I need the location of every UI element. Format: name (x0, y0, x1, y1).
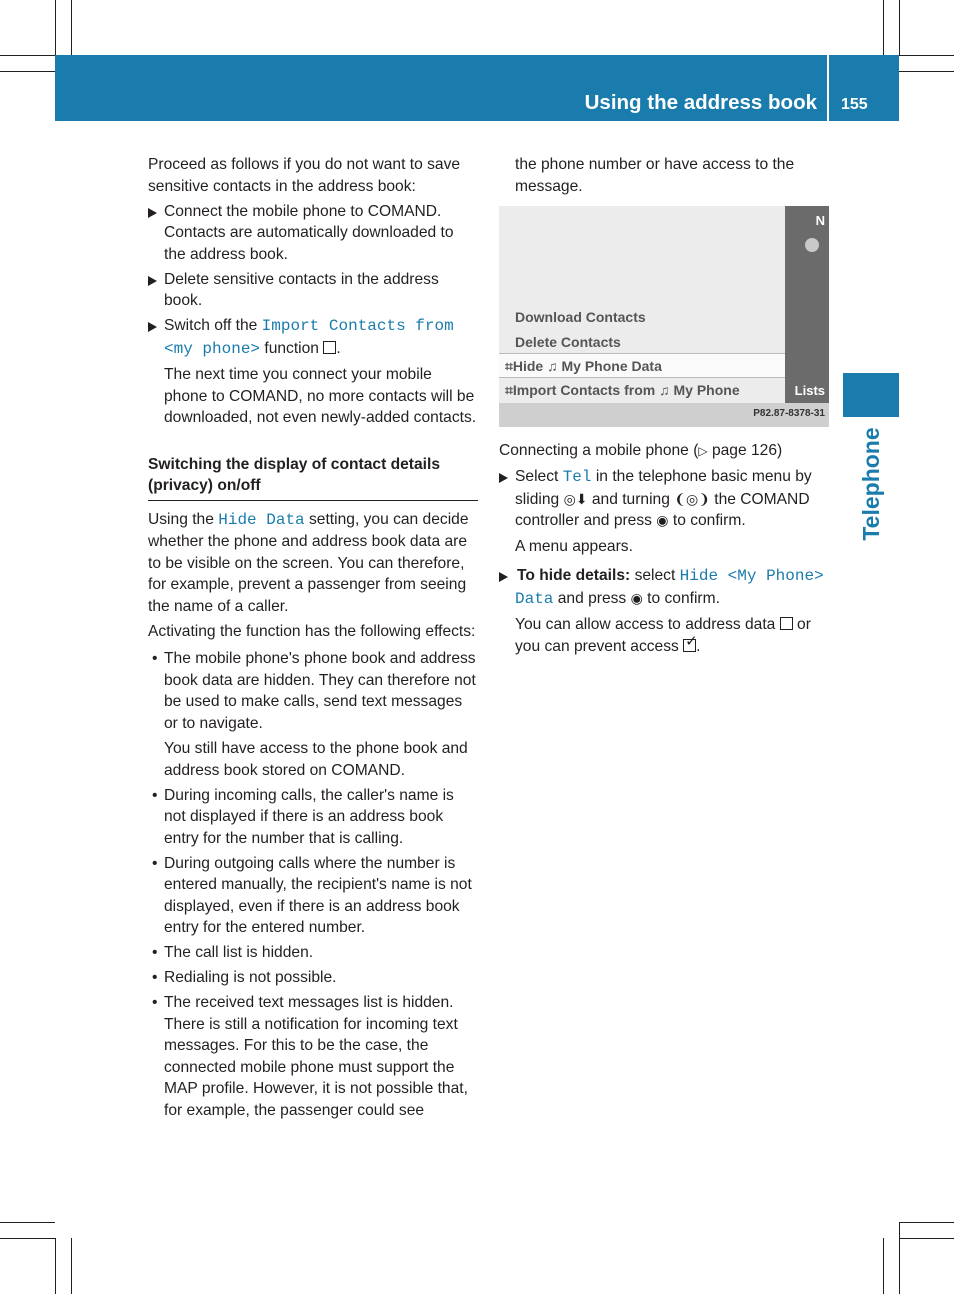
caption-text: Connecting a mobile phone ( (499, 442, 699, 459)
checkbox-checked-icon (683, 632, 698, 652)
checkbox-empty-icon (323, 341, 336, 354)
tick-icon: ✓ (685, 632, 698, 650)
instruction-step (499, 466, 829, 557)
instruction-step (148, 269, 478, 312)
chapter-tab-marker (843, 373, 899, 417)
section-title: Using the address book (584, 91, 817, 114)
crop-mark (883, 0, 884, 55)
crop-mark (899, 0, 900, 55)
bullet-marker: • (152, 944, 158, 961)
image-caption (499, 440, 829, 463)
step-text: Select (515, 468, 559, 485)
list-item (148, 853, 478, 939)
crop-mark (899, 1222, 954, 1223)
intro-paragraph: Proceed as follows if you do not want to save sensitive contacts in the address book: (148, 156, 461, 195)
crop-mark (899, 55, 954, 56)
crop-mark (0, 1238, 55, 1239)
step-text: in the telephone basic menu by sliding (515, 468, 812, 508)
menu-code: Hide Data (218, 510, 305, 529)
bullet-marker: • (152, 994, 158, 1011)
list-item-text: The mobile phone's phone book and address book data are hidden. They can therefore not be used to make calls, send text messages or to navigate. (164, 650, 476, 732)
menu-code: Data (515, 589, 554, 608)
punctuation: . (696, 637, 701, 655)
step-text: Delete sensitive contacts in the address book. (164, 270, 439, 309)
list-item (148, 942, 478, 964)
step-label: To hide details: (517, 567, 631, 584)
step-arrow-icon (499, 473, 508, 483)
bullet-marker: • (152, 854, 158, 872)
step-text: and turning (591, 490, 670, 508)
comand-screen-image (499, 206, 829, 427)
crop-mark (0, 1222, 55, 1223)
list-item-text: During incoming calls, the caller's name is not displayed if there is an address book entry for the number that is calling. (164, 786, 454, 847)
crop-mark (0, 55, 55, 56)
section-heading: Switching the display of contact details (privacy) on/off (148, 454, 478, 501)
screen-menu-item: ⌗Import Contacts from ♫ My Phone (505, 382, 740, 398)
crop-mark (899, 71, 954, 72)
punctuation: . (336, 339, 341, 357)
step-result-text: You can allow access to address data (515, 616, 776, 633)
step-arrow-icon (148, 208, 157, 218)
caption-text: page 126) (707, 442, 783, 459)
screen-side-label: Lists (794, 383, 825, 398)
step-text: and press (557, 589, 627, 607)
checkbox-empty-icon (780, 617, 793, 630)
crop-mark (71, 1238, 72, 1294)
list-item-text: The call list is hidden. (164, 944, 314, 961)
screen-menu-item: ⌗Hide ♫ My Phone Data (505, 358, 662, 374)
step-result (515, 614, 829, 657)
crop-mark (55, 1238, 56, 1294)
header-separator (827, 55, 829, 121)
crop-mark (883, 1238, 884, 1294)
menu-code: <my phone> (164, 339, 261, 358)
instruction-step (148, 201, 478, 266)
bullet-marker: • (152, 786, 158, 804)
step-text: to confirm. (647, 589, 720, 607)
image-code: P82.87-8378-31 (753, 407, 825, 419)
list-item (148, 785, 478, 850)
step-result: The next time you connect your mobile phone to COMAND, no more contacts will be downloaded, not even newly-added contacts. (164, 366, 477, 426)
body-paragraph: Activating the function has the following effects: (148, 622, 476, 640)
controller-press-icon: ◉ (630, 589, 643, 606)
list-item (148, 648, 478, 781)
screen-menu-item: Delete Contacts (515, 334, 621, 350)
step-arrow-icon (499, 572, 508, 582)
step-result-text: or you can prevent access (515, 616, 811, 655)
instruction-step (499, 565, 829, 657)
controller-slide-icon: ◎⬇ (563, 490, 588, 507)
step-text: the COMAND controller and press (515, 490, 810, 529)
crop-mark (0, 71, 55, 72)
crop-mark (55, 0, 56, 55)
list-item (148, 992, 478, 1121)
paragraph-text: Using the (148, 510, 214, 528)
right-column (499, 154, 829, 661)
list-item-note: You still have access to the phone book and address book stored on COMAND. (164, 740, 468, 779)
screen-menu-item: Download Contacts (515, 309, 646, 325)
step-text: Connect the mobile phone to COMAND. Contacts are automatically downloaded to the address book. (164, 202, 454, 263)
bullet-marker: • (152, 969, 158, 986)
step-text: select (634, 567, 676, 584)
list-item-text: The received text messages list is hidden. There is still a notification for incoming text messages. For this to be the case, the connected mobile phone must support the MAP profile. However, it is not possible that, for example, the passenger could see (164, 994, 468, 1119)
step-result: A menu appears. (515, 537, 633, 555)
step-text: to confirm. (672, 512, 746, 529)
screen-side-label: N (815, 213, 825, 228)
continuation-paragraph: the phone number or have access to the message. (515, 156, 795, 195)
controller-press-icon: ◉ (656, 512, 669, 528)
menu-code: Tel (562, 468, 592, 486)
page-number: 155 (841, 96, 868, 113)
list-item-text: During outgoing calls where the number is entered manually, the recipient's name is not displayed, even if there is an address book entry for the entered number. (164, 854, 472, 936)
screen-dot-icon (805, 238, 819, 252)
menu-code: Hide <My Phone> (679, 567, 824, 585)
page-ref-arrow-icon: ▷ (698, 444, 708, 458)
instruction-step (148, 315, 478, 429)
list-item-text: Redialing is not possible. (164, 969, 337, 986)
crop-mark (899, 1222, 900, 1294)
paragraph-text: setting, you can decide whether the phone and address book data are to be visible on the screen. You can therefore, for example, prevent a passenger from seeing the name of a caller. (148, 510, 469, 615)
step-arrow-icon (148, 276, 157, 286)
step-text: Switch off the (164, 317, 258, 334)
body-paragraph (148, 509, 478, 618)
menu-code: Import Contacts from (261, 317, 454, 335)
controller-turn-icon: ❨◎❩ (674, 490, 710, 507)
step-arrow-icon (148, 322, 157, 332)
crop-mark (899, 1238, 954, 1239)
list-item (148, 967, 478, 989)
bullet-marker: • (152, 650, 158, 667)
chapter-tab-label: Telephone (858, 427, 884, 541)
left-column (148, 154, 478, 1125)
step-text: function (264, 339, 319, 357)
crop-mark (71, 0, 72, 55)
